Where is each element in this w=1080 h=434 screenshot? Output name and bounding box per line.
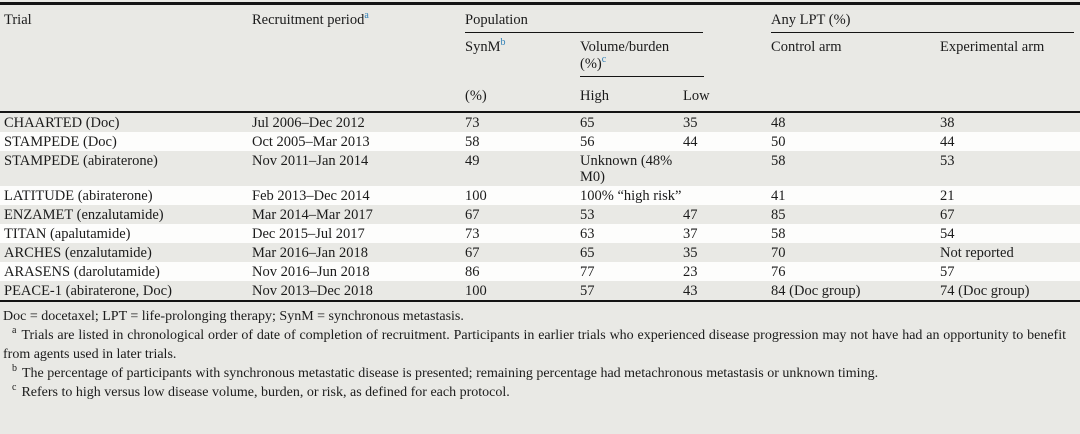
group-header-population bbox=[461, 4, 767, 35]
col-header-trial-label: Trial bbox=[4, 12, 32, 28]
cell-volume-high: 65 bbox=[580, 114, 595, 131]
cell-trial: LATITUDE (abiraterone) bbox=[4, 187, 153, 204]
cell-control-arm: 70 bbox=[771, 244, 786, 261]
cell-volume-combined: 100% “high risk” bbox=[580, 187, 682, 204]
col-header-high: High bbox=[576, 84, 679, 112]
footnote-b bbox=[3, 364, 1066, 383]
cell-control-arm: 58 bbox=[771, 152, 786, 169]
table-row-enzamet bbox=[0, 205, 1080, 224]
footnote-a-marker: a bbox=[12, 324, 17, 336]
abbreviations-line: Doc = docetaxel; LPT = life-prolonging therapy; SynM = synchronous metastasis. bbox=[3, 308, 464, 324]
cell-experimental-arm: 44 bbox=[940, 133, 955, 150]
cell-synm: 67 bbox=[465, 206, 480, 223]
cell-experimental-arm: 57 bbox=[940, 263, 955, 280]
cell-control-arm: 48 bbox=[771, 114, 786, 131]
group-header-any-lpt bbox=[767, 4, 1080, 35]
table-row-stampede-doc bbox=[0, 132, 1080, 151]
cell-synm: 58 bbox=[465, 133, 480, 150]
cell-trial: STAMPEDE (Doc) bbox=[4, 133, 117, 150]
table-row-titan bbox=[0, 224, 1080, 243]
cell-volume-low: 35 bbox=[683, 114, 698, 131]
cell-trial: PEACE-1 (abiraterone, Doc) bbox=[0, 281, 248, 301]
trials-table bbox=[0, 2, 1080, 302]
cell-experimental-arm: Not reported bbox=[940, 244, 1014, 261]
cell-volume-high: 57 bbox=[576, 281, 679, 301]
cell-recruitment: Nov 2011–Jan 2014 bbox=[252, 152, 369, 169]
col-header-experimental-arm bbox=[936, 35, 1080, 112]
cell-volume-low: 47 bbox=[683, 206, 698, 223]
cell-experimental-arm: 38 bbox=[940, 114, 955, 131]
any-lpt-spanner-rule bbox=[771, 12, 1074, 33]
cell-volume-high: 65 bbox=[580, 244, 595, 261]
cell-synm: 49 bbox=[465, 152, 480, 169]
cell-volume-low: 44 bbox=[683, 133, 698, 150]
cell-experimental-arm: 67 bbox=[940, 206, 955, 223]
cell-control-arm: 41 bbox=[771, 187, 786, 204]
col-header-low: Low bbox=[679, 84, 767, 112]
cell-trial: TITAN (apalutamide) bbox=[4, 225, 131, 242]
cell-synm: 73 bbox=[465, 114, 480, 131]
cell-control-arm: 76 bbox=[771, 263, 786, 280]
footnote-c-marker: c bbox=[12, 381, 17, 393]
volume-burden-label-line2: (%) bbox=[580, 55, 602, 72]
cell-synm: 100 bbox=[461, 281, 576, 301]
col-header-synm-label: SynM bbox=[465, 38, 501, 55]
col-header-experimental-arm-label: Experimental arm bbox=[940, 38, 1045, 55]
cell-control-arm: 50 bbox=[771, 133, 786, 150]
cell-control-arm: 84 (Doc group) bbox=[767, 281, 936, 301]
footnote-a-text: Trials are listed in chronological order of date of completion of recruitment. Participants in earlier trials who experienced disease progression may not have had an opportunity to benefit from agents used in later trials. bbox=[3, 327, 1066, 362]
footnote-c bbox=[3, 383, 1066, 402]
col-header-synm bbox=[461, 35, 576, 84]
cell-recruitment: Jul 2006–Dec 2012 bbox=[252, 114, 365, 131]
cell-recruitment: Dec 2015–Jul 2017 bbox=[252, 225, 365, 242]
cell-synm: 86 bbox=[465, 263, 480, 280]
table-row-arches bbox=[0, 243, 1080, 262]
header-row-groups bbox=[0, 4, 1080, 35]
footnote-a bbox=[3, 326, 1066, 364]
cell-experimental-arm: 74 (Doc group) bbox=[936, 281, 1080, 301]
cell-trial: ARCHES (enzalutamide) bbox=[4, 244, 152, 261]
cell-volume-high: 77 bbox=[580, 263, 595, 280]
cell-recruitment: Nov 2016–Jun 2018 bbox=[252, 263, 370, 280]
cell-recruitment: Nov 2013–Dec 2018 bbox=[248, 281, 461, 301]
cell-volume-combined bbox=[576, 151, 767, 186]
col-header-trial bbox=[0, 4, 248, 112]
table-body bbox=[0, 112, 1080, 301]
cell-synm: 100 bbox=[465, 187, 487, 204]
cell-recruitment: Oct 2005–Mar 2013 bbox=[252, 133, 370, 150]
col-header-recruitment-label: Recruitment period bbox=[252, 12, 365, 28]
cell-experimental-arm: 54 bbox=[940, 225, 955, 242]
cell-recruitment: Mar 2014–Mar 2017 bbox=[252, 206, 373, 223]
group-header-volume-burden bbox=[576, 35, 767, 84]
cell-volume-high: 53 bbox=[580, 206, 595, 223]
footnote-b-marker: b bbox=[12, 362, 17, 374]
cell-control-arm: 85 bbox=[771, 206, 786, 223]
table-row-peace-1 bbox=[0, 281, 1080, 301]
cell-trial: ARASENS (darolutamide) bbox=[4, 263, 160, 280]
col-header-control-arm bbox=[767, 35, 936, 112]
col-header-synm-unit: (%) bbox=[461, 84, 576, 112]
cell-trial: ENZAMET (enzalutamide) bbox=[4, 206, 164, 223]
population-spanner-rule bbox=[465, 12, 703, 33]
cell-volume-low: 35 bbox=[683, 244, 698, 261]
cell-experimental-arm: 53 bbox=[940, 152, 955, 169]
footnote-ref-c: c bbox=[601, 53, 607, 65]
cell-synm: 67 bbox=[465, 244, 480, 261]
table-row-chaarted bbox=[0, 112, 1080, 132]
footnote-b-text: The percentage of participants with synchronous metastatic disease is presented; remaining percentage had metachronous metastasis or unknown timing. bbox=[22, 365, 879, 381]
table-header bbox=[0, 4, 1080, 112]
cell-volume-low: 23 bbox=[683, 263, 698, 280]
table-row-latitude bbox=[0, 186, 1080, 205]
cell-trial: CHAARTED (Doc) bbox=[4, 114, 120, 131]
col-header-control-arm-label: Control arm bbox=[771, 38, 842, 55]
footnote-ref-a: a bbox=[364, 10, 369, 22]
group-header-any-lpt-label: Any LPT (%) bbox=[771, 12, 851, 28]
cell-recruitment: Mar 2016–Jan 2018 bbox=[252, 244, 368, 261]
col-header-recruitment-period bbox=[248, 4, 461, 112]
footnote-ref-b: b bbox=[500, 36, 506, 48]
cell-volume-high: 63 bbox=[580, 225, 595, 242]
cell-experimental-arm: 21 bbox=[940, 187, 955, 204]
table-row-stampede-abiraterone bbox=[0, 151, 1080, 186]
table-row-arasens bbox=[0, 262, 1080, 281]
cell-volume-low: 37 bbox=[683, 225, 698, 242]
cell-synm: 73 bbox=[465, 225, 480, 242]
cell-volume-combined-text: Unknown (48% M0) bbox=[580, 152, 673, 185]
group-header-population-label: Population bbox=[465, 12, 528, 28]
cell-recruitment: Feb 2013–Dec 2014 bbox=[252, 187, 370, 204]
table-footnotes bbox=[0, 302, 1080, 402]
volume-burden-spanner-rule bbox=[580, 39, 704, 77]
cell-trial: STAMPEDE (abiraterone) bbox=[4, 152, 158, 169]
cell-volume-high: 56 bbox=[580, 133, 595, 150]
cell-volume-low: 43 bbox=[679, 281, 767, 301]
footnote-c-text: Refers to high versus low disease volume, burden, or risk, as defined for each protocol. bbox=[21, 384, 510, 400]
volume-burden-label-line1: Volume/burden bbox=[580, 38, 670, 55]
cell-control-arm: 58 bbox=[771, 225, 786, 242]
